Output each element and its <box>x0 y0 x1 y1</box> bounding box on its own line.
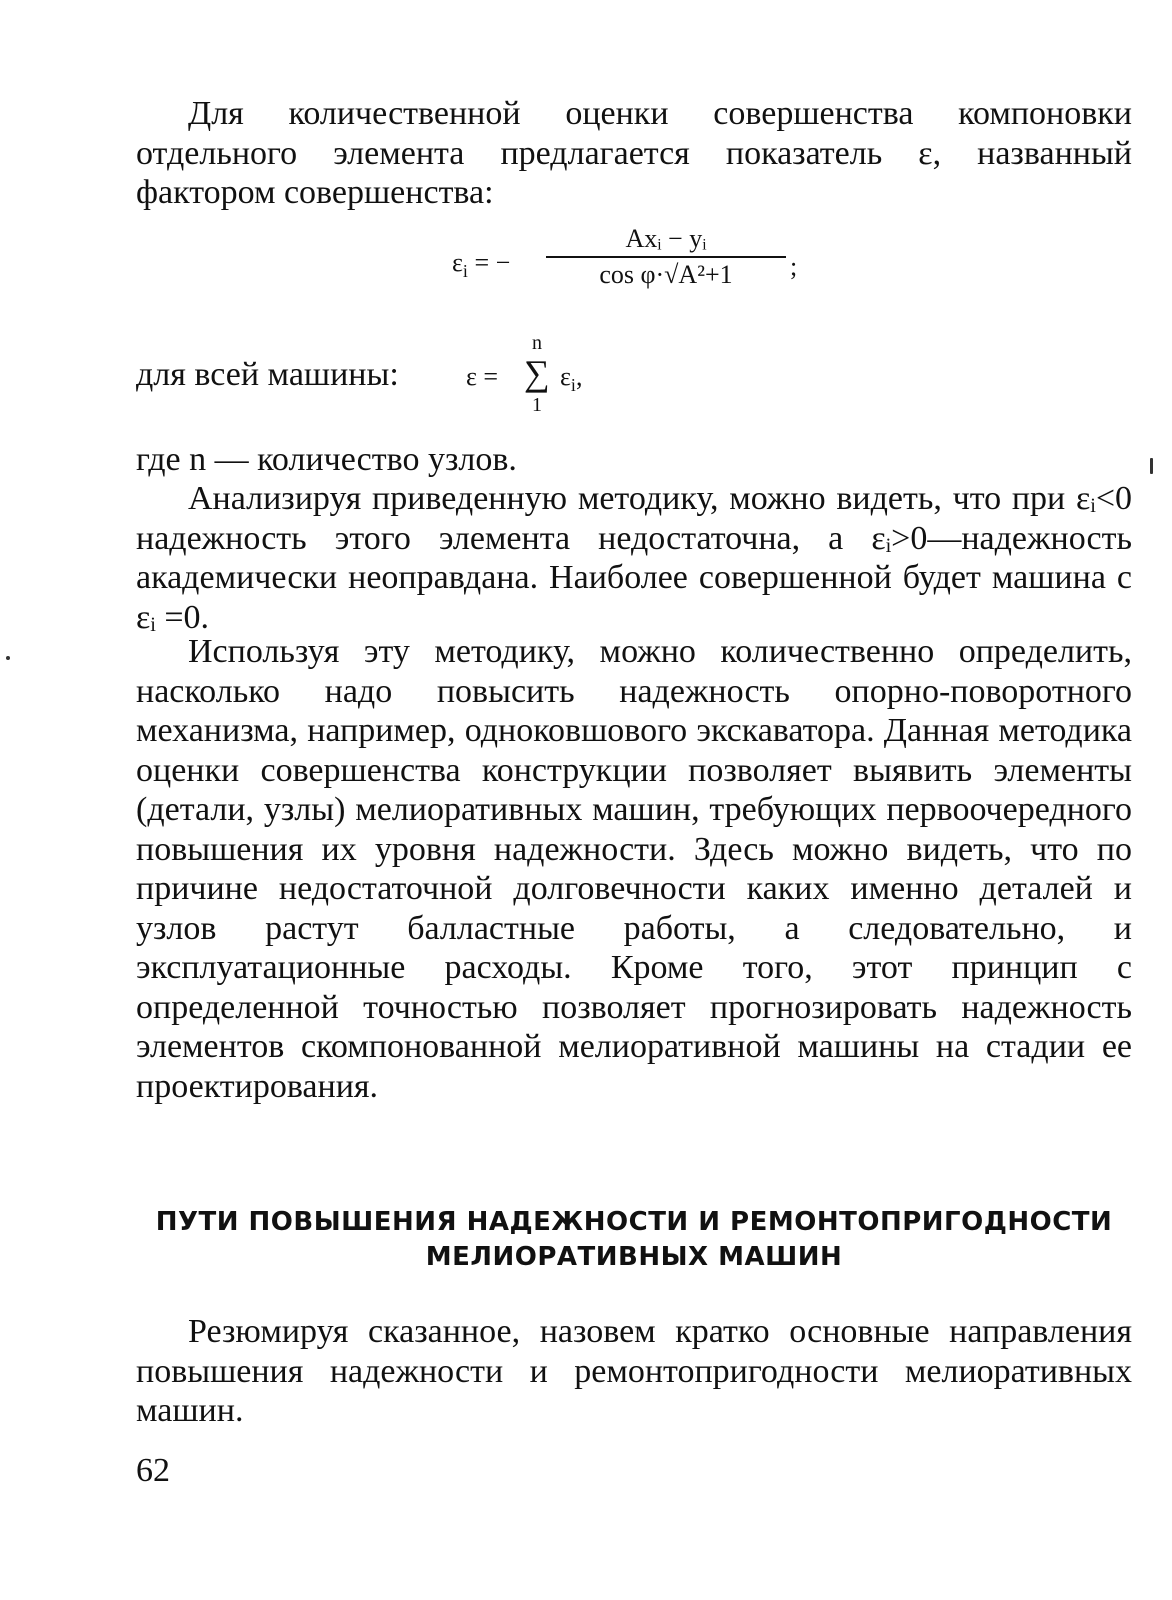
sum-label: для всей машины: <box>136 356 399 393</box>
scan-speck <box>1150 458 1153 474</box>
sum-term <box>560 362 582 396</box>
formula-lhs-subscript: i <box>462 261 468 282</box>
section-heading <box>136 1205 1132 1275</box>
formula-lhs <box>452 250 510 280</box>
sum-lhs: ε = <box>466 362 499 391</box>
formula-epsilon: ε <box>452 248 463 277</box>
scan-speck <box>6 656 10 660</box>
formula-end: ; <box>790 252 798 281</box>
paragraph-summary: Резюмируя сказанное, назовем кратко основные направления повышения надежности и ремонтопригодности мелиоративных машин. <box>136 1313 1132 1429</box>
formula-numerator: Axᵢ − yᵢ <box>625 224 707 253</box>
paragraph-method: Используя эту методику, можно количественно определить, насколько надо повысить надежность опорно-поворотного механизма, например, одноковшового экскаватора. Данная методика оценки совершенства конструкции позволяет выявить элементы (детали, узлы) мелиоративных машин, требующих первоочередного повышения их уровня надежности. Здесь можно видеть, что по причине недостаточной долговечности каких именно деталей и узлов растут балластные работы, а следовательно, и эксплуатационные расходы. Кроме того, этот принцип с определенной точностью позволяет прогнозировать надежность элементов скомпонованной мелиоративной машины на стадии ее проектирования. <box>136 633 1132 1105</box>
formula-denominator: cos φ·√A²+1 <box>599 260 733 289</box>
paragraph-where: где n — количество узлов. <box>136 441 517 478</box>
sigma-symbol: ∑ <box>524 353 550 393</box>
formula-equals-minus: = − <box>474 248 511 277</box>
sum-upper-limit: n <box>532 332 542 354</box>
paragraph-analysis: Анализируя приведенную методику, можно видеть, что при εᵢ<0 надежность этого элемента недостаточна, а εᵢ>0—надежность академически неоправдана. Наиболее совершенной будет машина с εᵢ =0. <box>136 480 1132 636</box>
paragraph-intro: Для количественной оценки совершенства компоновки отдельного элемента предлагается показатель ε, названный фактором совершенства: <box>136 95 1132 211</box>
page-number: 62 <box>136 1452 170 1489</box>
sum-lower-limit: 1 <box>532 394 542 416</box>
section-heading-line2: МЕЛИОРАТИВНЫХ МАШИН <box>425 1242 843 1272</box>
formula-fraction <box>546 226 786 288</box>
sum-end: , <box>575 362 583 391</box>
sum-term-epsilon: ε <box>560 362 571 391</box>
section-heading-line1: ПУТИ ПОВЫШЕНИЯ НАДЕЖНОСТИ И РЕМОНТОПРИГОДНОСТИ <box>155 1207 1113 1237</box>
sum-term-subscript: i <box>570 375 576 396</box>
